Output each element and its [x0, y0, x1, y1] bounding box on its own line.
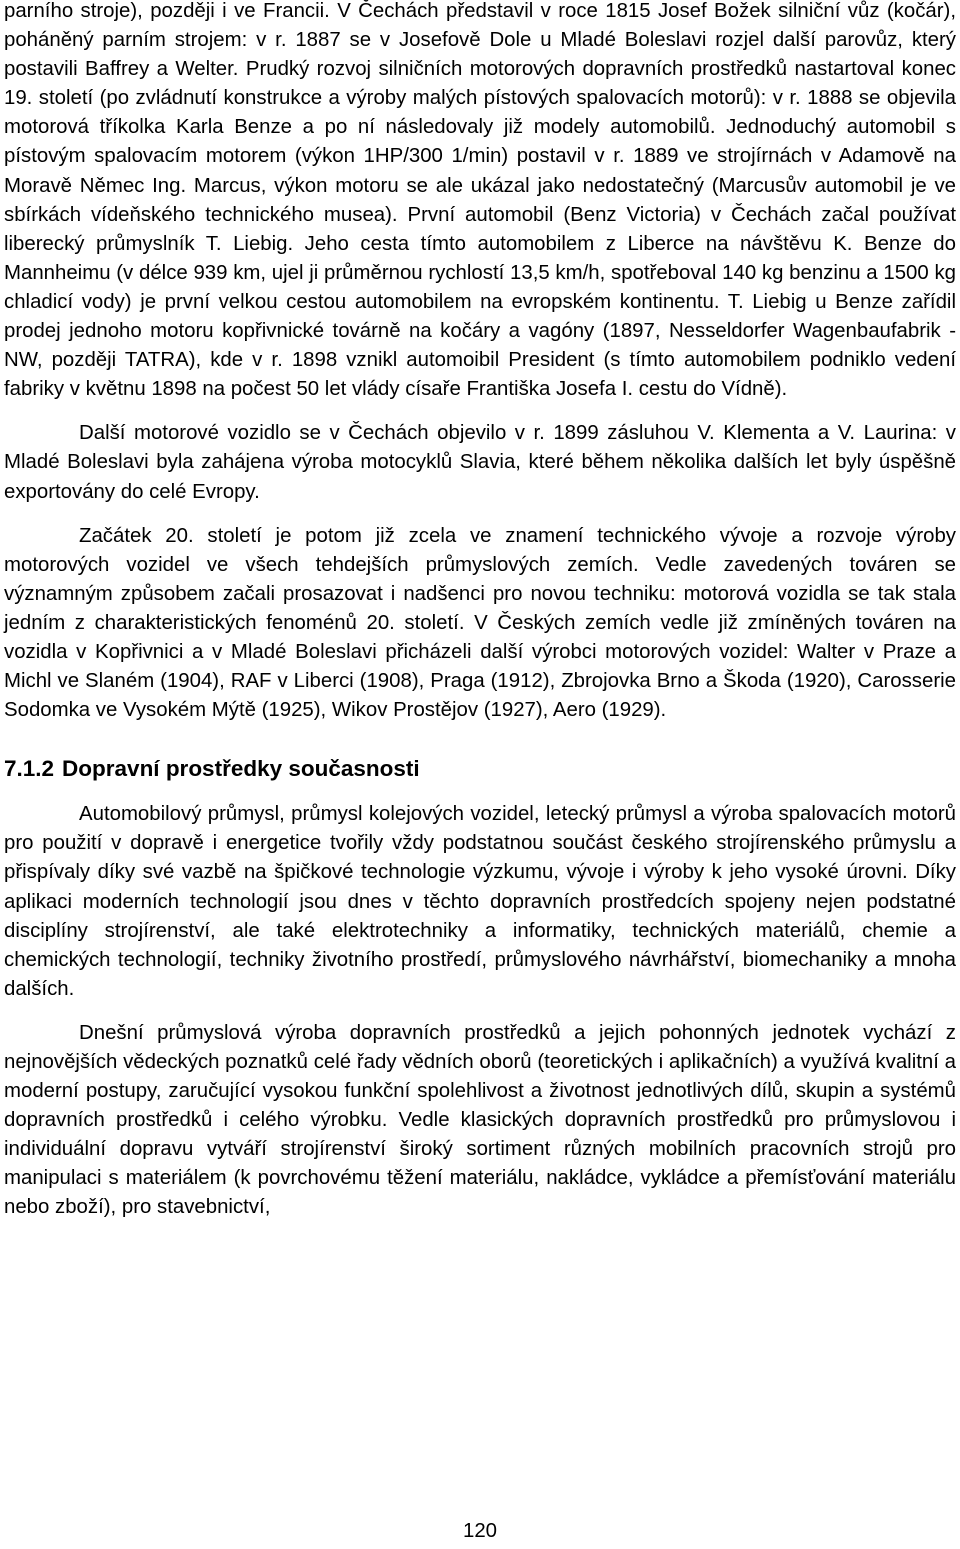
section-number: 7.1.2 [4, 756, 55, 782]
paragraph-20th-century: Začátek 20. století je potom již zcela ve znamení technického vývoje a rozvoje výroby motorových vozidel ve všech tehdejších průmyslových zemích. Vedle zavedených továren se významným způsobem začali prosazovat i nadšenci pro novou techniku: motorová vozidla se tak stala jedním z charakteristických fenoménů 20. století. V Českých zemích vedle již zmíněných továren na vozidla v Kopřivnici a v Mladé Boleslavi přicházeli další výrobci motorových vozidel: Walter v Praze a Michl ve Slaném (1904), RAF v Liberci (1908), Praga (1912), Zbrojovka Brno a Škoda (1920), Carosserie Sodomka ve Vysokém Mýtě (1925), Wikov Prostějov (1927), Aero (1929). [4, 524, 956, 722]
paragraph-klement-laurin: Další motorové vozidlo se v Čechách objevilo v r. 1899 zásluhou V. Klementa a V. Laurina: v Mladé Boleslavi byla zahájena výroba motocyklů Slavia, které během několika dalších let byly úspěšně exportovány do celé Evropy. [4, 422, 956, 503]
paragraph-history-continued: parního stroje), později i ve Francii. V Čechách představil v roce 1815 Josef Božek silniční vůz (kočár), poháněný parním strojem: v r. 1887 se v Josefově Dole u Mladé Boleslavi rozjel další parovůz, který postavili Baffrey a Welter. Prudký rozvoj silničních motorových dopravních prostředků nastartoval konec 19. století (po zvládnutí konstrukce a výroby malých pístových spalovacích motorů): v r. 1888 se objevila motorová tříkolka Karla Benze a po ní následovaly již modely automobilů. Jednoduchý automobil s pístovým spalovacím motorem (výkon 1HP/300 1/min) postavil v r. 1889 ve strojírnách v Adamově na Moravě Němec Ing. Marcus, výkon motoru se ale ukázal jako nedostatečný (Marcusův automobil je ve sbírkách vídeňského technického musea). První automobil (Benz Victoria) v Čechách začal používat liberecký průmyslník T. Liebig. Jeho cesta tímto automobilem z Liberce na návštěvu K. Benze do Mannheimu (v délce 939 km, ujel ji průměrnou rychlostí 13,5 km/h, spotřeboval 140 kg benzinu a 1500 kg chladicí vody) je první velkou cestou automobilem na evropském kontinentu. T. Liebig u Benze zařídil prodej jednoho motoru kopřivnické továrně na kočáry a vagóny (1897, Nesseldorfer Wagenbaufabrik - NW, později TATRA), kde v r. 1898 vznikl automoibil President (s tímto automobilem podniklo vedení fabriky v květnu 1898 na počest 50 let vlády císaře Františka Josefa I. cestu do Vídně). [4, 0, 956, 401]
paragraph-automotive-industry: Automobilový průmysl, průmysl kolejových vozidel, letecký průmysl a výroba spalovacích motorů pro použití v dopravě i energetice tvořily vždy podstatnou součást českého strojírenského průmyslu a přispívaly díky své vazbě na špičkové technologie výzkumu, vývoje i výroby k jeho vysoké úrovni. Díky aplikaci moderních technologií jsou dnes v těchto dopravních prostředcích spojeny nejen podstatné disciplíny strojírenství, ale také elektrotechniky a informatiky, technických materiálů, chemie a chemických technologií, techniky životního prostředí, průmyslového návrhářství, biomechaniky a mnoha dalších. [4, 803, 956, 1000]
document-page [4, 0, 956, 1223]
section-heading [4, 754, 956, 784]
page-number: 120 [462, 1520, 498, 1542]
section-title: Dopravní prostředky současnosti [62, 756, 420, 782]
paragraph-modern-production: Dnešní průmyslová výroba dopravních prostředků a jejich pohonných jednotek vychází z nejnovějších vědeckých poznatků celé řady vědních oborů (teoretických i aplikačních) a využívá kvalitní a moderní postupy, zaručující vysokou funkční spolehlivost a životnost jednotlivých dílů, skupin a systémů dopravních prostředků i celého výrobku. Vedle klasických dopravních prostředků pro průmyslovou i individuální dopravu vytváří strojírenství široký sortiment různých mobilních pracovních strojů pro manipulaci s materiálem (k povrchovému těžení materiálu, nakládce, vykládce a přemísťování materiálu nebo zboží), pro stavebnictví, [4, 1021, 956, 1219]
